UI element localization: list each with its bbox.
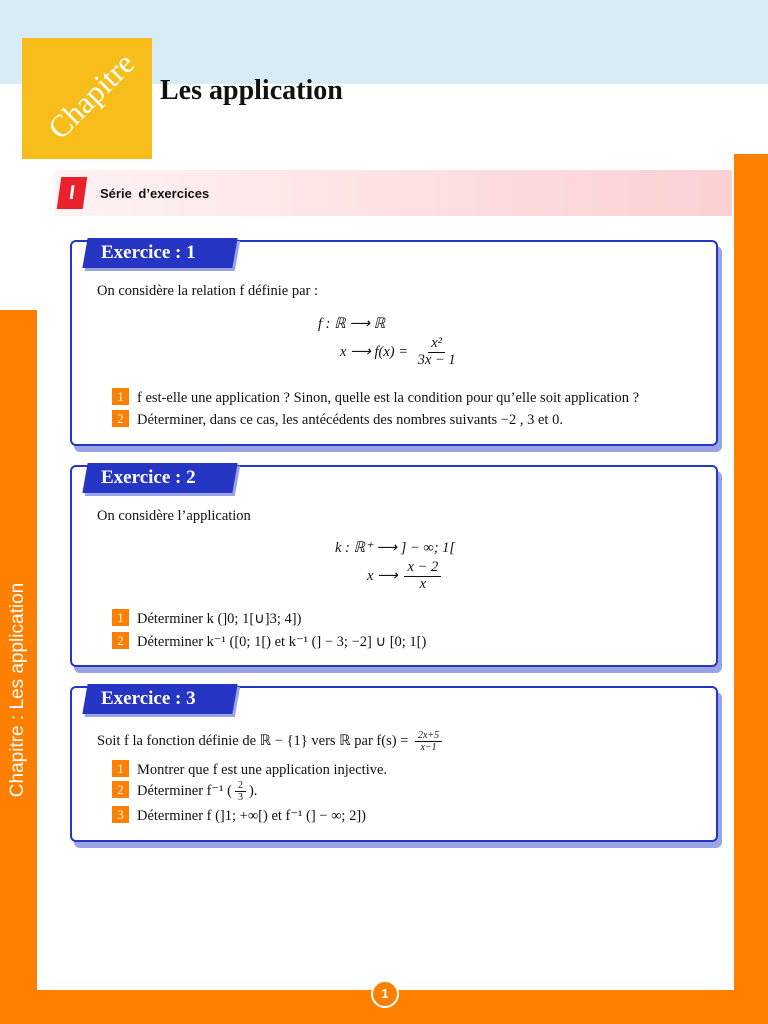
exercise-1-item-1-text: f est-elle une application ? Sinon, quelle est la condition pour qu’elle soit application ? xyxy=(137,390,640,406)
exercise-1-frac-num: x² xyxy=(428,336,445,353)
exercise-2-title-tab xyxy=(82,463,237,493)
exercise-1-def-line1: f : ℝ ⟶ ℝ xyxy=(318,316,386,332)
right-orange-bar xyxy=(734,154,768,1024)
exercise-1-title-tab xyxy=(82,238,237,268)
exercise-2-title: Exercice : 2 xyxy=(101,467,196,488)
exercise-2-frac-num: x − 2 xyxy=(404,560,441,577)
item-number-badge: 2 xyxy=(112,632,129,649)
exercise-2-frac-den: x xyxy=(419,575,427,592)
exercise-3-item-2 xyxy=(112,780,257,803)
exercise-1-intro: On considère la relation f définie par : xyxy=(97,283,319,299)
exercise-3-item-1 xyxy=(112,760,387,779)
exercise-1-fraction xyxy=(415,336,459,369)
item-number-badge: 2 xyxy=(112,781,129,798)
exercise-1-item-2-text: Déterminer, dans ce cas, les antécédents des nombres suivants −2 , 3 et 0. xyxy=(137,412,563,428)
exercise-2-item-2 xyxy=(112,632,426,651)
exercise-1-item-2 xyxy=(112,410,563,429)
exercise-3-item-1-text: Montrer que f est une application injective. xyxy=(137,762,388,778)
exercise-3-item-3-text: Déterminer f (]1; +∞[) et f⁻¹ (] − ∞; 2]) xyxy=(137,808,366,824)
exercise-3-title: Exercice : 3 xyxy=(101,688,196,709)
exercise-1-def-lhs: x ⟶ f(x) = xyxy=(340,343,409,360)
item-number-badge: 1 xyxy=(112,388,129,405)
exercise-2-fraction xyxy=(404,560,441,593)
exercise-1-title: Exercice : 1 xyxy=(101,242,196,263)
exercise-3-item-2-frac-den: 3 xyxy=(237,792,243,803)
exercise-3-item-2-text: Déterminer f⁻¹ ( xyxy=(137,782,232,799)
exercise-3-frac-den: x−1 xyxy=(420,742,437,753)
exercise-1-frac-den: 3x − 1 xyxy=(417,351,456,368)
series-number-badge xyxy=(57,177,87,209)
exercise-1-def-line2 xyxy=(340,336,462,369)
exercise-3-intro: Soit f la fonction définie de ℝ − {1} vers ℝ par f(s) = xyxy=(97,732,409,749)
exercise-2-item-2-text: Déterminer k⁻¹ ([0; 1[) et k⁻¹ (] − 3; −2] ∪ [0; 1[) xyxy=(137,634,427,650)
exercise-3-item-3 xyxy=(112,806,366,825)
item-number-badge: 3 xyxy=(112,806,129,823)
exercise-2-item-1-text: Déterminer k (]0; 1[∪]3; 4]) xyxy=(137,611,302,627)
item-number-badge: 2 xyxy=(112,410,129,427)
chapter-title: Les application xyxy=(160,75,343,106)
chapter-badge xyxy=(22,38,152,159)
sidebar-chapter-label: Chapitre : Les application xyxy=(7,582,28,798)
exercise-1-item-1 xyxy=(112,388,639,407)
exercise-3-title-tab xyxy=(82,684,237,714)
exercise-3-frac-num: 2x+5 xyxy=(415,730,442,742)
item-number-badge: 1 xyxy=(112,609,129,626)
exercise-3-intro-line xyxy=(97,730,445,753)
page-number: 1 xyxy=(371,980,399,1008)
series-number: I xyxy=(67,182,77,204)
item-number-badge: 1 xyxy=(112,760,129,777)
exercise-3-item-2-text-after: ). xyxy=(248,782,258,799)
chapter-word: Chapitre xyxy=(40,45,142,146)
exercise-2-intro: On considère l’application xyxy=(97,508,251,524)
exercise-3-fraction xyxy=(415,730,442,753)
exercise-2-def-line1: k : ℝ⁺ ⟶ ] − ∞; 1[ xyxy=(335,540,456,556)
exercise-2-item-1 xyxy=(112,609,301,628)
exercise-3-item-2-fraction xyxy=(235,780,246,803)
exercise-2-def-line2 xyxy=(367,560,444,593)
exercise-3-item-2-frac-num: 2 xyxy=(235,780,246,792)
exercise-2-def-lhs: x ⟶ xyxy=(367,567,398,584)
series-label: Série d’exercices xyxy=(100,186,210,201)
